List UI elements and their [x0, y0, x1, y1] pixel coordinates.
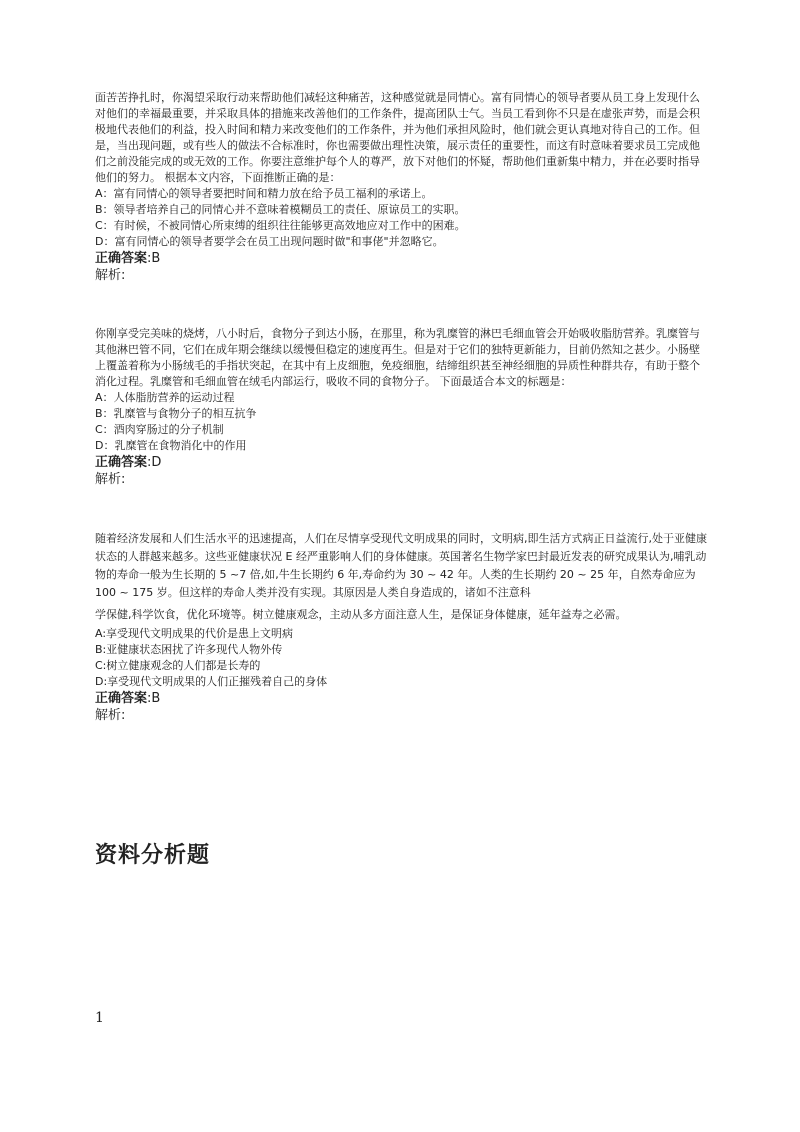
option-a: A:享受现代文明成果的代价是患上文明病 — [95, 627, 294, 640]
option-d: D：乳糜管在食物消化中的作用 — [95, 439, 247, 452]
answer-value: :B — [147, 251, 161, 266]
answer-label: 正确答案 — [95, 455, 148, 470]
answer-value: :D — [147, 455, 162, 470]
document-body — [95, 90, 707, 724]
correct-answer — [95, 250, 707, 267]
option-a: A：人体脂肪营养的运动过程 — [95, 391, 235, 404]
answer-label: 正确答案 — [95, 691, 148, 706]
option-b: B:亚健康状态困扰了许多现代人物外传 — [95, 643, 283, 656]
option-d: D:享受现代文明成果的人们正摧残着自己的身体 — [95, 675, 328, 688]
question-passage: 你刚享受完美味的烧烤，八小时后，食物分子到达小肠，在那里，称为乳糜管的淋巴毛细血管会开始吸收脂肪营养。乳糜管与其他淋巴管不同，它们在成年期会继续以缓慢但稳定的速度再生。但是对于它们的独特更新能力，目前仍然知之甚少。小肠壁上覆盖着称为小肠绒毛的手指状突起，在其中有上皮细胞，免疫细胞，结缔组织甚至神经细胞的异质性种群共存，有助于整个消化过程。乳糜管和毛细血管在绒毛内部运行，吸收不同的食物分子。 下面最适合本文的标题是： — [95, 327, 700, 388]
option-c: C：有时候，不被同情心所束缚的组织往往能够更高效地应对工作中的困难。 — [95, 219, 466, 232]
correct-answer — [95, 690, 707, 707]
analysis-label: 解析: — [95, 472, 126, 487]
option-b: B：乳糜管与食物分子的相互抗争 — [95, 407, 257, 420]
option-c: C：酒肉穿肠过的分子机制 — [95, 423, 224, 436]
option-a: A：富有同情心的领导者要把时间和精力放在给予员工福利的承诺上。 — [95, 187, 433, 200]
question-3 — [95, 530, 707, 690]
option-b: B：领导者培养自己的同情心并不意味着模糊员工的责任、原谅员工的实职。 — [95, 203, 466, 216]
analysis-label: 解析: — [95, 268, 126, 283]
question-1 — [95, 90, 707, 250]
page-number: 1 — [95, 1010, 104, 1026]
analysis-label: 解析: — [95, 708, 126, 723]
question-passage-end: 学保健,科学饮食，优化环境等。树立健康观念，主动从多方面注意人生，是保证身体健康，延年益寿之必需。 — [95, 608, 627, 621]
question-2 — [95, 326, 707, 454]
option-c: C:树立健康观念的人们都是长寿的 — [95, 659, 261, 672]
answer-label: 正确答案 — [95, 251, 148, 266]
answer-value: :B — [147, 691, 161, 706]
question-passage: 面苦苦挣扎时，你渴望采取行动来帮助他们减轻这种痛苦，这种感觉就是同情心。富有同情心的领导者要从员工身上发现什么对他们的幸福最重要，并采取具体的措施来改善他们的工作条件，提高团队士气。当员工看到你不只是在虚张声势，而是会积极地代表他们的利益，投入时间和精力来改变他们的工作条件，并为他们承担风险时，他们就会更认真地对待自己的工作。但是，当出现问题，或有些人的做法不合标准时，你也需要做出理性决策，展示责任的重要性，而这有时意味着要求员工完成他们之前没能完成的或无效的工作。你要注意维护每个人的尊严，放下对他们的怀疑，帮助他们重新集中精力，并在必要时指导他们的努力。 根据本文内容，下面推断正确的是： — [95, 91, 700, 184]
correct-answer — [95, 454, 707, 471]
question-passage: 随着经济发展和人们生活水平的迅速提高，人们在尽情享受现代文明成果的同时，文明病,即生活方式病正日益流行,处于亚健康状态的人群越来越多。这些亚健康状况 E 经严重影响人们的身体健康。英国著名生物学家巴封最近发表的研究成果认为,哺乳动物的寿命一般为生长期的 5 ~7 倍,如,牛生长期约 6 年,寿命约为 30 ~ 42 年。人类的生长期约 20 ~ 25 年，自然寿命应为 100 ~ 175 岁。但这样的寿命人类并没有实现。其原因是人类自身造成的，诸如不注意科 — [95, 532, 707, 599]
option-d: D：富有同情心的领导者要学会在员工出现问题时做"和事佬"并忽略它。 — [95, 235, 444, 248]
section-title: 资料分析题 — [95, 843, 211, 868]
